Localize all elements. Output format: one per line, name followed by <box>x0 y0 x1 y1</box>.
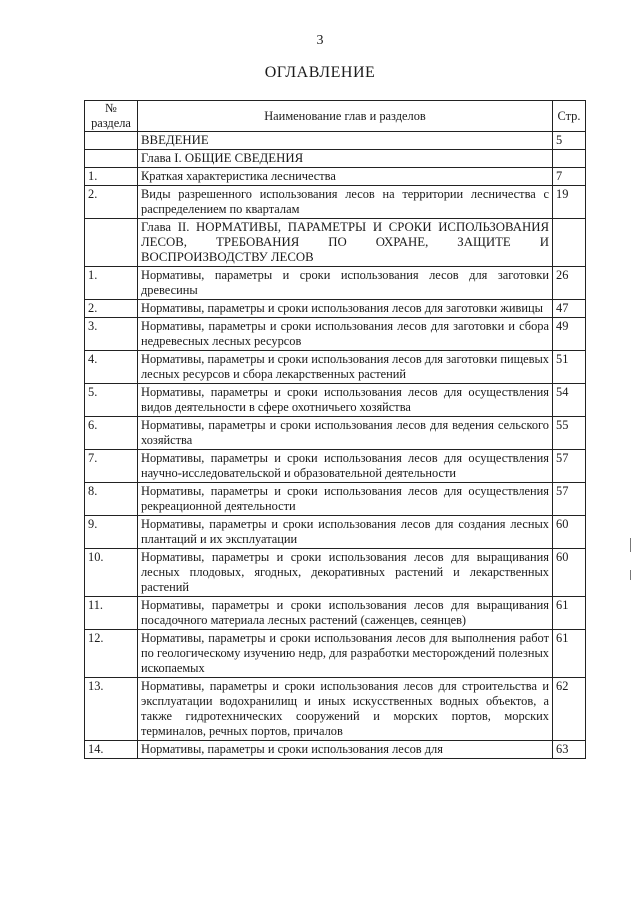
row-title: Нормативы, параметры и сроки использования лесов для выращивания посадочного материала лесных растений (саженцев, сеянцев) <box>138 597 553 630</box>
toc-row-introduction <box>85 132 586 150</box>
row-title: ВВЕДЕНИЕ <box>138 132 553 150</box>
row-title: Нормативы, параметры и сроки использования лесов для ведения сельского хозяйства <box>138 417 553 450</box>
row-title: Нормативы, параметры и сроки использования лесов для создания лесных плантаций и их эксплуатации <box>138 516 553 549</box>
row-page: 19 <box>553 186 586 219</box>
toc-row <box>85 318 586 351</box>
row-page: 55 <box>553 417 586 450</box>
row-page: 61 <box>553 630 586 678</box>
row-number: 13. <box>85 678 138 741</box>
row-title: Глава II. НОРМАТИВЫ, ПАРАМЕТРЫ И СРОКИ ИСПОЛЬЗОВАНИЯ ЛЕСОВ, ТРЕБОВАНИЯ ПО ОХРАНЕ, ЗАЩИТЕ И ВОСПРОИЗВОДСТВУ ЛЕСОВ <box>138 219 553 267</box>
toc-row <box>85 741 586 759</box>
row-title: Нормативы, параметры и сроки использования лесов для выращивания лесных плодовых, ягодных, декоративных растений и лекарственных растений <box>138 549 553 597</box>
header-page: Стр. <box>553 101 586 132</box>
row-number: 6. <box>85 417 138 450</box>
row-number <box>85 132 138 150</box>
row-number: 12. <box>85 630 138 678</box>
row-number: 2. <box>85 300 138 318</box>
row-title: Нормативы, параметры и сроки использования лесов для строительства и эксплуатации водохранилищ и иных искусственных водных объектов, а также гидротехнических сооружений и морских портов, морских терминалов, речных портов, причалов <box>138 678 553 741</box>
row-title: Нормативы, параметры и сроки использования лесов для осуществления рекреационной деятельности <box>138 483 553 516</box>
row-page: 26 <box>553 267 586 300</box>
row-number: 7. <box>85 450 138 483</box>
toc-row <box>85 417 586 450</box>
row-title: Нормативы, параметры и сроки использования лесов для заготовки древесины <box>138 267 553 300</box>
row-title: Нормативы, параметры и сроки использования лесов для осуществления научно-исследовательской и образовательной деятельности <box>138 450 553 483</box>
row-title: Нормативы, параметры и сроки использования лесов для выполнения работ по геологическому изучению недр, для разработки месторождений полезных ископаемых <box>138 630 553 678</box>
row-title: Нормативы, параметры и сроки использования лесов для <box>138 741 553 759</box>
row-number: 11. <box>85 597 138 630</box>
row-number: 9. <box>85 516 138 549</box>
toc-row-chapter-1 <box>85 150 586 168</box>
row-page: 63 <box>553 741 586 759</box>
toc-row <box>85 351 586 384</box>
row-number <box>85 150 138 168</box>
row-page: 49 <box>553 318 586 351</box>
toc-row <box>85 549 586 597</box>
toc-row <box>85 267 586 300</box>
row-page <box>553 219 586 267</box>
row-page: 60 <box>553 516 586 549</box>
row-title: Краткая характеристика лесничества <box>138 168 553 186</box>
toc-row <box>85 384 586 417</box>
row-title: Нормативы, параметры и сроки использования лесов для заготовки и сбора недревесных лесных ресурсов <box>138 318 553 351</box>
row-title: Нормативы, параметры и сроки использования лесов для заготовки пищевых лесных ресурсов и сбора лекарственных растений <box>138 351 553 384</box>
toc-row <box>85 597 586 630</box>
row-page: 57 <box>553 483 586 516</box>
row-title: Нормативы, параметры и сроки использования лесов для заготовки живицы <box>138 300 553 318</box>
toc-row <box>85 300 586 318</box>
toc-table <box>84 100 586 759</box>
header-section-name: Наименование глав и разделов <box>138 101 553 132</box>
row-page: 62 <box>553 678 586 741</box>
row-page: 7 <box>553 168 586 186</box>
row-page: 57 <box>553 450 586 483</box>
row-page: 54 <box>553 384 586 417</box>
row-page: 60 <box>553 549 586 597</box>
toc-row <box>85 516 586 549</box>
toc-row <box>85 168 586 186</box>
toc-row-chapter-2 <box>85 219 586 267</box>
row-number <box>85 219 138 267</box>
row-title: Нормативы, параметры и сроки использования лесов для осуществления видов деятельности в сфере охотничьего хозяйства <box>138 384 553 417</box>
row-number: 10. <box>85 549 138 597</box>
toc-row <box>85 450 586 483</box>
header-section-number: № раздела <box>85 101 138 132</box>
toc-row <box>85 483 586 516</box>
toc-row <box>85 630 586 678</box>
row-number: 3. <box>85 318 138 351</box>
row-page <box>553 150 586 168</box>
toc-row <box>85 186 586 219</box>
row-page: 5 <box>553 132 586 150</box>
document-title: ОГЛАВЛЕНИЕ <box>264 64 376 81</box>
row-page: 51 <box>553 351 586 384</box>
scan-artifact-mark <box>630 570 631 580</box>
page-number: 3 <box>316 33 324 48</box>
toc-header-row <box>85 101 586 132</box>
row-number: 2. <box>85 186 138 219</box>
row-title: Виды разрешенного использования лесов на территории лесничества с распределением по кварталам <box>138 186 553 219</box>
row-number: 4. <box>85 351 138 384</box>
row-page: 61 <box>553 597 586 630</box>
row-number: 5. <box>85 384 138 417</box>
row-number: 14. <box>85 741 138 759</box>
row-page: 47 <box>553 300 586 318</box>
scan-artifact-mark <box>630 538 631 552</box>
toc-row <box>85 678 586 741</box>
row-number: 1. <box>85 168 138 186</box>
row-title: Глава I. ОБЩИЕ СВЕДЕНИЯ <box>138 150 553 168</box>
row-number: 8. <box>85 483 138 516</box>
row-number: 1. <box>85 267 138 300</box>
